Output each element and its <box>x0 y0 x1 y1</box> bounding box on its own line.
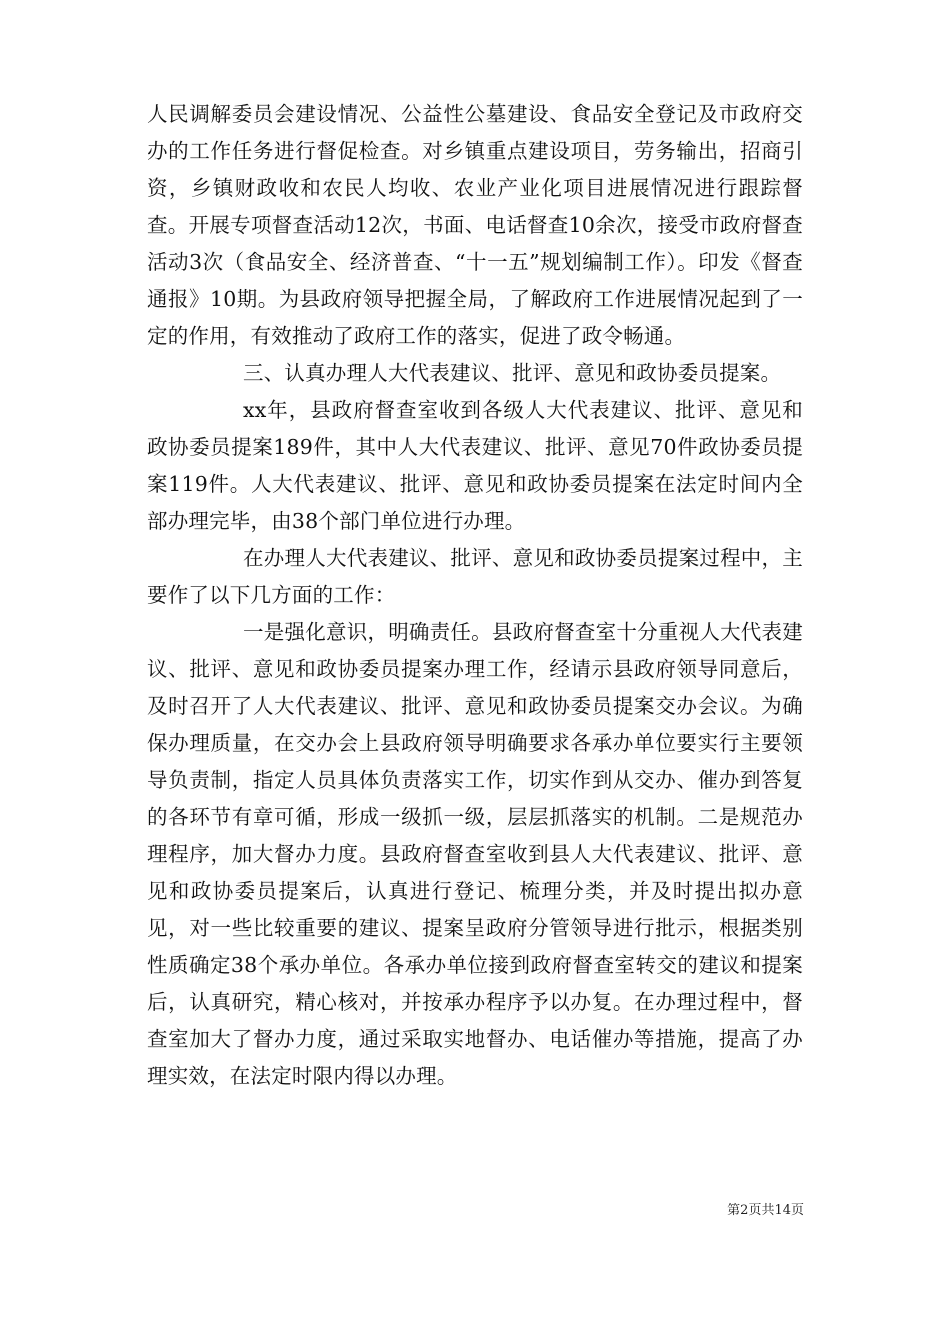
paragraph-measures: 一是强化意识，明确责任。县政府督查室十分重视人大代表建议、批评、意见和政协委员提案办理工作，经请示县政府领导同意后，及时召开了人大代表建议、批评、意见和政协委员提案交办会议。为确保办理质量，在交办会上县政府领导明确要求各承办单位要实行主要领导负责制，指定人员具体负责落实工作，切实作到从交办、催办到答复的各环节有章可循，形成一级抓一级，层层抓落实的机制。二是规范办理程序，加大督办力度。县政府督查室收到县人大代表建议、批评、意见和政协委员提案后，认真进行登记、梳理分类，并及时提出拟办意见，对一些比较重要的建议、提案呈政府分管领导进行批示，根据类别性质确定38个承办单位。各承办单位接到政府督查室转交的建议和提案后，认真研究，精心核对，并按承办程序予以办复。在办理过程中，督查室加大了督办力度，通过采取实地督办、电话催办等措施，提高了办理实效，在法定时限内得以办理。 <box>147 620 803 1088</box>
paragraph-summary: xx年，县政府督查室收到各级人大代表建议、批评、意见和政协委员提案189件，其中人大代表建议、批评、意见70件政协委员提案119件。人大代表建议、批评、意见和政协委员提案在法定时间内全部办理完毕，由38个部门单位进行办理。 <box>147 398 803 533</box>
paragraph-continuation: 人民调解委员会建设情况、公益性公墓建设、食品安全登记及市政府交办的工作任务进行督促检查。对乡镇重点建设项目，劳务输出，招商引资，乡镇财政收和农民人均收、农业产业化项目进展情况进行跟踪督查。开展专项督查活动12次，书面、电话督查10余次，接受市政府督查活动3次（食品安全、经济普查、“十一五”规划编制工作）。印发《督查通报》10期。为县政府领导把握全局，了解政府工作进展情况起到了一定的作用，有效推动了政府工作的落实，促进了政令畅通。 <box>147 102 803 348</box>
document-body <box>147 96 803 1095</box>
paragraph-intro: 在办理人大代表建议、批评、意见和政协委员提案过程中，主要作了以下几方面的工作： <box>147 546 803 607</box>
page-number-footer: 第2页共14页 <box>727 1203 804 1218</box>
section-heading: 三、认真办理人大代表建议、批评、意见和政协委员提案。 <box>243 361 782 385</box>
